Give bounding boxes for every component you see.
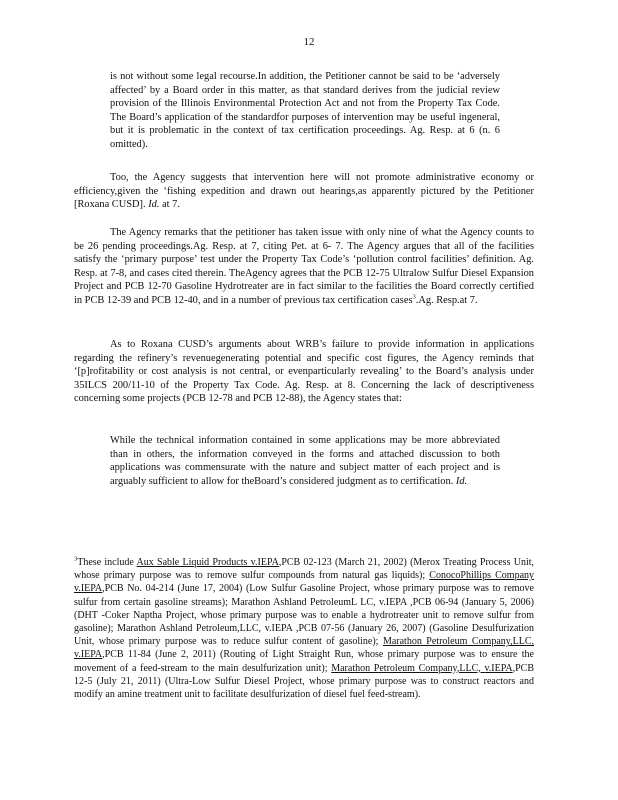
case-marathon-2011-june-detail: ,PCB 11-84 (June 2, 2011) (Routing of Light Straight Run, whose primary purpose was to ensure the movement of a feed-stream to the main desulfurization unit); [74, 649, 534, 674]
case-aux-sable: Aux Sable Liquid Products v.IEPA [136, 557, 279, 568]
case-marathon-2011-july: Marathon Petroleum Company,LLC, v.IEPA [331, 662, 513, 674]
footnote-ref-3[interactable]: 3 [412, 293, 416, 301]
paragraph-fishing-expedition [74, 171, 534, 212]
para1-after: at 7. [162, 199, 180, 211]
case-marathon-2011-june: Marathon Petroleum Company,LLC, v.IEPA [74, 636, 535, 661]
quote-top-text: is not without some legal recourse.In addition, the Petitioner cannot be said to be ‘adversely affected’ by a Board order in this matter, as that standard derives from the judicial review provision of the Illinois Environmental Protection Act and not from the Property Tax Code. The Board’s application of the standardfor purposes of intervention may be useful ingeneral, but it is problematic in the context of tax certification proceedings. [110, 71, 500, 137]
block-quote-top [110, 70, 500, 152]
para3-text: As to Roxana CUSD’s arguments about WRB’s failure to provide information in applications regarding the refinery’s revenuegenerating potential and specific cost figures, the Agency reminds that ‘[p]rofitability or cost analysis is not central, or evenparticularly revealing’ to the Board’s analysis under 35ILCS 200/11-10 of the Property Tax Code. Ag. Resp. at 8. Concerning the lack of descriptiveness concerning some projects (PCB 12-78 and PCB 12-88), the Agency states that: [74, 339, 534, 405]
quote-bottom-text: While the technical information contained in some applications may be more abbreviated than in others, the information conveyed in the forms and attached discussion to both applications was commensurate with the nature and subject matter of each project and is arguably sufficient to allow for theBoard’s considered judgment as to certification. [110, 435, 500, 487]
footnote-marker: 3 [74, 555, 78, 563]
paragraph-primary-purpose [74, 226, 534, 308]
footnote-3 [74, 556, 534, 701]
quote-top-cite: Ag. Resp. at 6 (n. 6 omitted). [110, 125, 500, 150]
block-quote-bottom [110, 434, 500, 488]
para1-id-cite: Id. [148, 199, 160, 211]
page-number: 12 [303, 36, 315, 48]
quote-bottom-id-cite: Id. [455, 475, 468, 487]
case-conocophillips-detail: ,PCB No. 04-214 (June 17, 2004) (Low Sulfur Gasoline Project, whose primary purpose was to remove sulfur from certain gasoline streams); Marathon Ashland PetroleumL LC, v.IEPA ,PCB 06-94 (January 5, 2006) (DHT -Coker Naptha Project, whose primary purpose was to enable a hydrotreater unit to remove sulfur from gasoline); Marathon Ashland Petroleum,LLC, v.IEPA ,PCB 07-56 (January 26, 2007) (Gasoline Desulfurization Unit, whose primary purpose was to reduce sulfur content of gasoline); [74, 583, 534, 648]
footnote-lead: These include [77, 557, 134, 568]
case-aux-sable-detail: ,PCB 02-123 (March 21, 2002) (Merox Treating Process Unit, whose primary purpose was to remove sulfur compounds from natural gas liquids); [74, 557, 534, 582]
para2-text: The Agency remarks that the petitioner has taken issue with only nine of what the Agency counts to be 26 pending proceedings.Ag. Resp. at 7, citing Pet. at 6- 7. The Agency argues that all of the facilities satisfy the ‘primary purpose’ test under the Property Tax Code’s ‘pollution control facilities’ definition. Ag. Resp. at 7-8, and cases cited therein. TheAgency agrees that the PCB 12-75 Ultralow Sulfur Diesel Expansion Project and PCB 12-70 Gasoline Hydrotreater are in fact similar to the facilities the Board correctly certified in PCB 12-39 and PCB 12-40, and in a number of previous tax certification cases [74, 227, 534, 306]
case-marathon-2011-july-detail: ,PCB 12-5 (July 21, 2011) (Ultra-Low Sulfur Diesel Project, whose primary purpose was to construct reactors and modify an amine treatment unit to facilitate desulfurization of diesel fuel feed-stream). [74, 662, 535, 701]
paragraph-profitability [74, 338, 534, 406]
para2-after: .Ag. Resp.at 7. [415, 294, 478, 306]
para1-text: Too, the Agency suggests that intervention here will not promote administrative economy or efficiency,given the ‘fishing expedition and drawn out hearings,as apparently pictured by the Petitioner [Roxana CUSD]. [74, 172, 534, 211]
case-conocophillips: ConocoPhillips Company v.IEPA [74, 570, 535, 595]
